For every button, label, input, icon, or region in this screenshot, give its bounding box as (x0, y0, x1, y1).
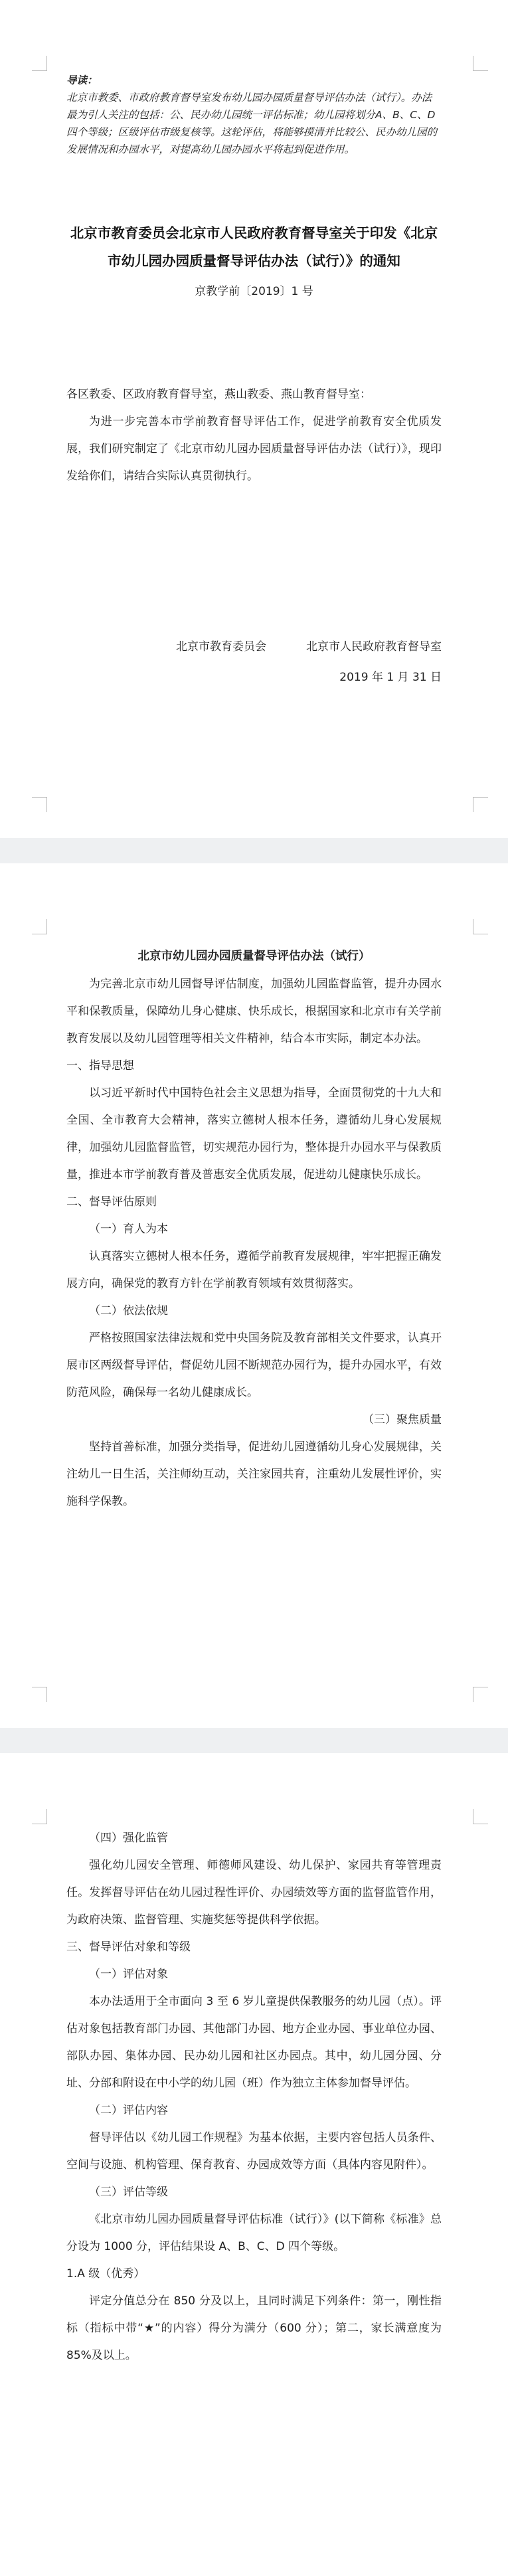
page-corner-mark (473, 1809, 488, 1824)
guiding-principles-text: 以习近平新时代中国特色社会主义思想为指导，全面贯彻党的十九大和全国、全市教育大会精神，落实立德树人根本任务，遵循幼儿身心发展规律，加强幼儿园监督监管，切实规范办园行为，整体提升办园水平与保教质量，推进本市学前教育普及普惠安全优质发展，促进幼儿健康快乐成长。 (66, 1086, 442, 1181)
lead-text: 北京市教委、市政府教育督导室发布幼儿园办园质量督导评估办法（试行）。办法最为引人关注的包括：公、民办幼儿园统一评估标准；幼儿园将划分A、B、C、D四个等级；区级评估市级复核等。这轮评估，将能够摸清并比较公、民办幼儿园的发展情况和办园水平，对提高幼儿园办园水平将起到促进作用。 (66, 92, 438, 155)
subsection-heading: （一）育人为本 (89, 1223, 168, 1236)
measures-text-continued (66, 1825, 442, 2369)
subsection-heading: （四）强化监管 (89, 1832, 168, 1845)
document-page-3 (0, 1753, 508, 2576)
subsection-heading: （二）评估内容 (89, 2104, 168, 2117)
subsection-text: 强化幼儿园安全管理、师德师风建设、幼儿保护、家园共育等管理责任。发挥督导评估在幼儿园过程性评价、办园绩效等方面的监督监管作用，为政府决策、监督管理、实施奖惩等提供科学依据。 (66, 1859, 442, 1927)
section-heading: 一、指导思想 (66, 1059, 134, 1073)
section-heading: 三、督导评估对象和等级 (66, 1940, 191, 1954)
page-corner-mark (473, 1687, 488, 1702)
subsection-heading: （一）评估对象 (89, 1968, 168, 1981)
page-corner-mark (32, 1809, 47, 1824)
notice-title: 北京市教育委员会北京市人民政府教育督导室关于印发《北京市幼儿园办园质量督导评估办法（试行）》的通知 (70, 225, 438, 269)
subsection-heading: （三）聚焦质量 (363, 1413, 442, 1426)
notice-date: 2019 年 1 月 31 日 (339, 671, 442, 684)
signers (66, 634, 442, 661)
subsection-text: 严格按照国家法律法规和党中央国务院及教育部相关文件要求，认真开展市区两级督导评估，督促幼儿园不断规范办园行为，提升办园水平，有效防范风险，确保每一名幼儿健康成长。 (66, 1331, 442, 1399)
page-corner-mark (473, 797, 488, 812)
subsection-text: 认真落实立德树人根本任务，遵循学前教育发展规律，牢牢把握正确发展方向，确保党的教育方针在学前教育领域有效贯彻落实。 (66, 1250, 442, 1290)
measures-text (66, 942, 442, 1515)
lead-summary (66, 72, 442, 158)
subsection-text: 本办法适用于全市面向 3 至 6 岁儿童提供保教服务的幼儿园（点）。评估对象包括教育部门办园、其他部门办园、地方企业办园、事业单位办园、部队办园、集体办园、民办幼儿园和社区办园点。其中，幼儿园分园、分址、分部和附设在中小学的幼儿园（班）作为独立主体参加督导评估。 (66, 1995, 442, 2090)
subsection-text: 坚持首善标准，加强分类指导，促进幼儿园遵循幼儿身心发展规律，关注幼儿一日生活，关注师幼互动，关注家园共育，注重幼儿发展性评价，实施科学保教。 (66, 1440, 442, 1508)
grade-heading: 1.A 级（优秀） (66, 2267, 145, 2280)
notice-body: 为进一步完善本市学前教育督导评估工作，促进学前教育安全优质发展，我们研究制定了《北京市幼儿园办园质量督导评估办法（试行）》，现印发给你们，请结合实际认真贯彻执行。 (66, 415, 442, 483)
page-corner-mark (32, 797, 47, 812)
measures-intro: 为完善北京市幼儿园督导评估制度，加强幼儿园监督监管，提升办园水平和保教质量，保障幼儿身心健康、快乐成长，根据国家和北京市有关学前教育发展以及幼儿园管理等相关文件精神，结合本市实际，制定本办法。 (66, 978, 442, 1045)
signer-education-commission: 北京市教育委员会 (176, 640, 266, 653)
measures-title: 北京市幼儿园办园质量督导评估办法（试行） (137, 950, 371, 963)
subsection-heading: （三）评估等级 (89, 2186, 168, 2199)
grade-text: 评定分值总分在 850 分及以上，且同时满足下列条件：第一，刚性指标（指标中带“★”的内容）得分为满分（600 分）；第二，家长满意度为 85%及以上。 (66, 2294, 442, 2362)
subsection-text: 《北京市幼儿园办园质量督导评估标准（试行）》(以下简称《标准》总分设为 1000 分，评估结果设 A、B、C、D 四个等级。 (66, 2213, 442, 2253)
signer-supervision-office: 北京市人民政府教育督导室 (306, 640, 442, 653)
page-corner-mark (32, 1687, 47, 1702)
document-number: 京教学前〔2019〕1 号 (195, 285, 313, 298)
subsection-heading: （二）依法依规 (89, 1304, 168, 1318)
document-page-2 (0, 863, 508, 1728)
subsection-text: 督导评估以《幼儿园工作规程》为基本依据，主要内容包括人员条件、空间与设施、机构管理、保育教育、办园成效等方面（具体内容见附件）。 (66, 2131, 442, 2172)
document-page-1 (0, 0, 508, 838)
section-heading: 二、督导评估原则 (66, 1195, 157, 1209)
addressee: 各区教委、区政府教育督导室，燕山教委、燕山教育督导室： (66, 388, 371, 401)
lead-title: 导读： (66, 74, 98, 86)
page-corner-mark (473, 56, 488, 71)
page-corner-mark (473, 919, 488, 934)
page-corner-mark (32, 56, 47, 71)
page-corner-mark (32, 919, 47, 934)
